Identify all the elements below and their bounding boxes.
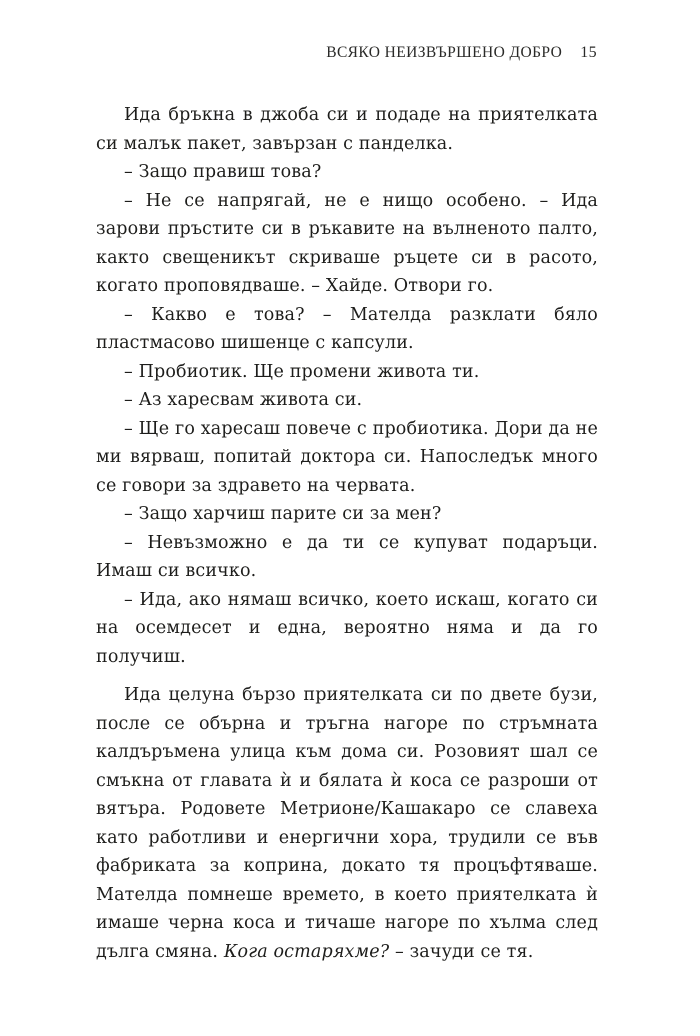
dialogue-line: – Защо правиш това? — [124, 162, 322, 182]
book-title: ВСЯКО НЕИЗВЪРШЕНО ДОБРО — [326, 44, 563, 61]
paragraph-text: Ида целуна бързо приятелката си по двете бузи, после се обърна и тръгна нагоре по стръмната калдъръмена улица към дома си. Розовият шал се смъкна от главата ѝ и бялата ѝ коса се разроши от вятъра. Родовете Метрионе/Кашакаро се славеха като работливи и енергични хора, трудили се във фабриката за коприна, докато тя процъфтяваше. Мателда помнеше времето, в което приятелката ѝ имаше черна коса и тичаше нагоре по хълма след дълга смяна. — [96, 685, 598, 962]
paragraph-tail: – зачуди се тя. — [395, 941, 534, 962]
running-header — [326, 44, 597, 62]
body-text — [96, 101, 598, 966]
page-number: 15 — [580, 44, 597, 61]
dialogue-line: – Ще го харесаш повече с пробиотика. Дори да не ми вярваш, попитай доктора си. Напоследък много се говори за здравето на червата. — [96, 418, 598, 496]
paragraph: Ида бръкна в джоба си и подаде на приятелката си малък пакет, завързан с панделка. — [96, 105, 598, 154]
italic-thought: Кога остаряхме? — [223, 941, 390, 962]
dialogue-line: – Пробиотик. Ще промени живота ти. — [124, 361, 480, 382]
dialogue-line: – Аз харесвам живота си. — [124, 390, 363, 410]
dialogue-line: – Защо харчиш парите си за мен? — [124, 504, 442, 524]
dialogue-line: – Не се напрягай, не е нищо особено. – Ида зарови пръстите си в ръкавите на вълненото палто, както свещеникът скриваше ръцете си в расото, когато проповядваше. – Хайде. Отвори го. — [96, 190, 598, 296]
dialogue-line: – Какво е това? – Мателда разклати бяло пластмасово шишенце с капсули. — [96, 304, 598, 353]
dialogue-line: – Ида, ако нямаш всичко, което искаш, когато си на осемдесет и една, вероятно няма и да го получиш. — [96, 589, 598, 667]
dialogue-line: – Невъзможно е да ти се купуват подаръци. Имаш си всичко. — [96, 532, 598, 581]
paragraph — [96, 681, 598, 966]
